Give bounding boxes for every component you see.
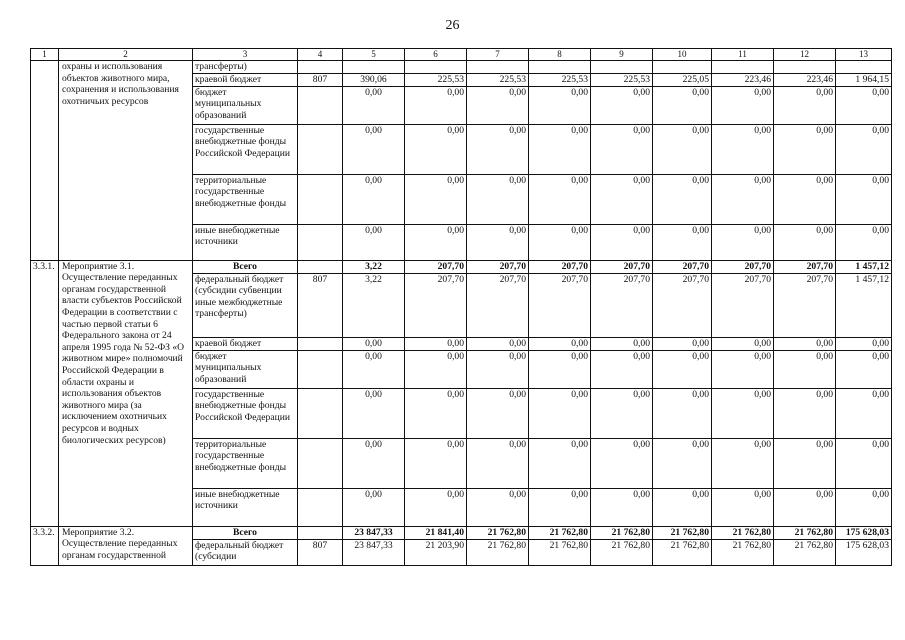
funding-source-cell: Всего bbox=[193, 260, 298, 273]
value-cell: 21 203,90 bbox=[405, 539, 467, 565]
value-cell: 21 762,80 bbox=[467, 526, 529, 539]
value-cell: 21 762,80 bbox=[591, 539, 653, 565]
item-title: Мероприятие 3.2. bbox=[62, 526, 135, 538]
funding-source-cell: территориальные государственные внебюджетные фонды bbox=[193, 438, 298, 488]
value-cell: 207,70 bbox=[467, 273, 529, 337]
column-header: 1 bbox=[31, 49, 59, 61]
value-cell: 0,00 bbox=[529, 86, 591, 124]
item-description: Осуществление переданных органам государственной власти субъектов Российской Федерации в соответствии с частью первой статьи 6 Федерального закона от 24 апреля 1995 года № 52-ФЗ «О животном мире» полномочий Российской Федерации в области охраны и использования объектов животного мира (за исключением охотничьих ресурсов и водных биологических ресурсов) bbox=[62, 272, 185, 446]
budget-code-cell bbox=[298, 526, 343, 539]
value-cell: 0,00 bbox=[712, 86, 774, 124]
funding-source-cell: государственные внебюджетные фонды Российской Федерации bbox=[193, 124, 298, 174]
value-cell: 21 762,80 bbox=[653, 526, 712, 539]
value-cell: 223,46 bbox=[774, 73, 836, 86]
value-cell: 0,00 bbox=[467, 438, 529, 488]
value-cell: 0,00 bbox=[653, 124, 712, 174]
value-cell: 0,00 bbox=[712, 124, 774, 174]
value-cell bbox=[836, 61, 892, 74]
value-cell bbox=[653, 61, 712, 74]
value-cell: 0,00 bbox=[343, 86, 405, 124]
value-cell: 0,00 bbox=[405, 86, 467, 124]
column-header: 5 bbox=[343, 49, 405, 61]
value-cell: 0,00 bbox=[712, 350, 774, 388]
value-cell: 0,00 bbox=[712, 224, 774, 260]
value-cell: 0,00 bbox=[529, 438, 591, 488]
value-cell: 0,00 bbox=[343, 337, 405, 350]
column-header: 13 bbox=[836, 49, 892, 61]
value-cell: 225,53 bbox=[467, 73, 529, 86]
budget-code-cell bbox=[298, 86, 343, 124]
funding-source-cell: иные внебюджетные источники bbox=[193, 224, 298, 260]
value-cell: 225,53 bbox=[591, 73, 653, 86]
item-description-cell bbox=[59, 526, 193, 565]
value-cell: 0,00 bbox=[774, 224, 836, 260]
value-cell: 0,00 bbox=[653, 488, 712, 526]
value-cell bbox=[343, 61, 405, 74]
budget-code-cell bbox=[298, 224, 343, 260]
value-cell: 207,70 bbox=[405, 260, 467, 273]
item-title: Мероприятие 3.1. bbox=[62, 260, 135, 272]
value-cell: 1 457,12 bbox=[836, 273, 892, 337]
value-cell: 0,00 bbox=[529, 488, 591, 526]
value-cell: 21 762,80 bbox=[529, 526, 591, 539]
value-cell: 207,70 bbox=[529, 260, 591, 273]
value-cell: 0,00 bbox=[529, 388, 591, 438]
funding-source-cell: территориальные государственные внебюджетные фонды bbox=[193, 174, 298, 224]
value-cell: 0,00 bbox=[591, 350, 653, 388]
value-cell: 0,00 bbox=[591, 124, 653, 174]
value-cell: 0,00 bbox=[712, 438, 774, 488]
value-cell: 0,00 bbox=[591, 174, 653, 224]
value-cell: 0,00 bbox=[529, 350, 591, 388]
value-cell: 0,00 bbox=[591, 438, 653, 488]
value-cell: 207,70 bbox=[774, 260, 836, 273]
value-cell: 0,00 bbox=[653, 438, 712, 488]
value-cell: 0,00 bbox=[774, 174, 836, 224]
budget-code-cell bbox=[298, 350, 343, 388]
funding-source-cell: государственные внебюджетные фонды Российской Федерации bbox=[193, 388, 298, 438]
value-cell: 0,00 bbox=[467, 224, 529, 260]
item-number-cell: 3.3.2. bbox=[31, 526, 59, 565]
value-cell: 0,00 bbox=[529, 224, 591, 260]
value-cell bbox=[405, 61, 467, 74]
column-header: 2 bbox=[59, 49, 193, 61]
value-cell: 0,00 bbox=[774, 488, 836, 526]
value-cell bbox=[591, 61, 653, 74]
value-cell: 0,00 bbox=[836, 337, 892, 350]
value-cell: 225,05 bbox=[653, 73, 712, 86]
value-cell: 0,00 bbox=[405, 350, 467, 388]
value-cell: 21 762,80 bbox=[653, 539, 712, 565]
column-header: 3 bbox=[193, 49, 298, 61]
table-row bbox=[31, 61, 892, 74]
funding-source-cell: федеральный бюджет (субсидии bbox=[193, 539, 298, 565]
value-cell: 0,00 bbox=[405, 388, 467, 438]
value-cell: 0,00 bbox=[774, 124, 836, 174]
value-cell: 21 762,80 bbox=[529, 539, 591, 565]
value-cell: 23 847,33 bbox=[343, 539, 405, 565]
item-description: охраны и использования объектов животного мира, сохранения и использования охотничьих ресурсов bbox=[62, 61, 179, 107]
column-number-row bbox=[31, 49, 892, 61]
value-cell: 223,46 bbox=[712, 73, 774, 86]
value-cell: 0,00 bbox=[653, 174, 712, 224]
value-cell: 0,00 bbox=[653, 350, 712, 388]
budget-code-cell: 807 bbox=[298, 273, 343, 337]
value-cell: 0,00 bbox=[343, 174, 405, 224]
value-cell: 0,00 bbox=[836, 388, 892, 438]
value-cell: 0,00 bbox=[836, 86, 892, 124]
value-cell: 207,70 bbox=[653, 260, 712, 273]
value-cell: 0,00 bbox=[343, 388, 405, 438]
value-cell: 0,00 bbox=[343, 124, 405, 174]
value-cell: 0,00 bbox=[467, 388, 529, 438]
value-cell: 0,00 bbox=[836, 488, 892, 526]
value-cell: 0,00 bbox=[774, 337, 836, 350]
item-number-cell: 3.3.1. bbox=[31, 260, 59, 526]
value-cell: 23 847,33 bbox=[343, 526, 405, 539]
item-description-cell bbox=[59, 260, 193, 526]
funding-source-cell: федеральный бюджет (субсидии субвенции иные межбюджетные трансферты) bbox=[193, 273, 298, 337]
value-cell bbox=[467, 61, 529, 74]
value-cell: 21 762,80 bbox=[774, 526, 836, 539]
value-cell: 0,00 bbox=[467, 488, 529, 526]
funding-source-cell: краевой бюджет bbox=[193, 73, 298, 86]
funding-source-cell: краевой бюджет bbox=[193, 337, 298, 350]
value-cell: 207,70 bbox=[653, 273, 712, 337]
value-cell: 0,00 bbox=[467, 86, 529, 124]
value-cell: 175 628,03 bbox=[836, 526, 892, 539]
value-cell: 0,00 bbox=[712, 388, 774, 438]
budget-code-cell bbox=[298, 174, 343, 224]
value-cell: 21 762,80 bbox=[774, 539, 836, 565]
value-cell: 0,00 bbox=[653, 337, 712, 350]
value-cell: 0,00 bbox=[836, 174, 892, 224]
value-cell: 3,22 bbox=[343, 273, 405, 337]
value-cell: 0,00 bbox=[591, 388, 653, 438]
value-cell: 0,00 bbox=[591, 86, 653, 124]
value-cell: 0,00 bbox=[467, 174, 529, 224]
column-header: 10 bbox=[653, 49, 712, 61]
item-number-cell bbox=[31, 61, 59, 261]
value-cell: 21 762,80 bbox=[712, 526, 774, 539]
value-cell bbox=[774, 61, 836, 74]
funding-source-cell: трансферты) bbox=[193, 61, 298, 74]
budget-code-cell bbox=[298, 388, 343, 438]
value-cell: 0,00 bbox=[774, 388, 836, 438]
budget-table bbox=[30, 48, 892, 566]
value-cell bbox=[712, 61, 774, 74]
funding-source-cell: иные внебюджетные источники bbox=[193, 488, 298, 526]
value-cell: 0,00 bbox=[467, 350, 529, 388]
budget-code-cell bbox=[298, 337, 343, 350]
funding-source-cell: бюджет муниципальных образований bbox=[193, 86, 298, 124]
value-cell: 0,00 bbox=[467, 124, 529, 174]
value-cell: 21 841,40 bbox=[405, 526, 467, 539]
value-cell: 0,00 bbox=[405, 337, 467, 350]
budget-code-cell bbox=[298, 438, 343, 488]
value-cell: 0,00 bbox=[529, 337, 591, 350]
value-cell: 3,22 bbox=[343, 260, 405, 273]
budget-code-cell: 807 bbox=[298, 539, 343, 565]
value-cell: 21 762,80 bbox=[712, 539, 774, 565]
column-header: 6 bbox=[405, 49, 467, 61]
budget-code-cell bbox=[298, 488, 343, 526]
value-cell: 0,00 bbox=[405, 224, 467, 260]
value-cell bbox=[529, 61, 591, 74]
value-cell: 207,70 bbox=[712, 260, 774, 273]
budget-code-cell bbox=[298, 124, 343, 174]
value-cell: 225,53 bbox=[529, 73, 591, 86]
value-cell: 0,00 bbox=[405, 124, 467, 174]
value-cell: 207,70 bbox=[712, 273, 774, 337]
value-cell: 0,00 bbox=[529, 124, 591, 174]
column-header: 7 bbox=[467, 49, 529, 61]
column-header: 9 bbox=[591, 49, 653, 61]
value-cell: 225,53 bbox=[405, 73, 467, 86]
value-cell: 0,00 bbox=[653, 86, 712, 124]
value-cell: 0,00 bbox=[591, 337, 653, 350]
value-cell: 0,00 bbox=[774, 86, 836, 124]
value-cell: 0,00 bbox=[712, 337, 774, 350]
value-cell: 0,00 bbox=[836, 438, 892, 488]
item-description-cell bbox=[59, 61, 193, 261]
budget-code-cell bbox=[298, 61, 343, 74]
value-cell: 0,00 bbox=[343, 224, 405, 260]
value-cell: 0,00 bbox=[774, 438, 836, 488]
table-body bbox=[31, 61, 892, 566]
value-cell: 0,00 bbox=[529, 174, 591, 224]
value-cell: 0,00 bbox=[591, 488, 653, 526]
value-cell: 0,00 bbox=[591, 224, 653, 260]
value-cell: 0,00 bbox=[774, 350, 836, 388]
value-cell: 0,00 bbox=[836, 350, 892, 388]
value-cell: 0,00 bbox=[836, 124, 892, 174]
value-cell: 0,00 bbox=[343, 350, 405, 388]
total-row bbox=[31, 526, 892, 539]
value-cell: 207,70 bbox=[591, 260, 653, 273]
funding-source-cell: бюджет муниципальных образований bbox=[193, 350, 298, 388]
value-cell: 0,00 bbox=[653, 388, 712, 438]
item-description: Осуществление переданных органам государственной bbox=[62, 538, 178, 561]
column-header: 11 bbox=[712, 49, 774, 61]
column-header: 8 bbox=[529, 49, 591, 61]
value-cell: 0,00 bbox=[712, 174, 774, 224]
value-cell: 207,70 bbox=[467, 260, 529, 273]
budget-code-cell: 807 bbox=[298, 73, 343, 86]
value-cell: 1 457,12 bbox=[836, 260, 892, 273]
value-cell: 0,00 bbox=[343, 488, 405, 526]
value-cell: 0,00 bbox=[405, 438, 467, 488]
value-cell: 0,00 bbox=[836, 224, 892, 260]
column-header: 4 bbox=[298, 49, 343, 61]
value-cell: 0,00 bbox=[653, 224, 712, 260]
funding-source-cell: Всего bbox=[193, 526, 298, 539]
value-cell: 0,00 bbox=[467, 337, 529, 350]
value-cell: 21 762,80 bbox=[467, 539, 529, 565]
value-cell: 175 628,03 bbox=[836, 539, 892, 565]
value-cell: 0,00 bbox=[712, 488, 774, 526]
value-cell: 21 762,80 bbox=[591, 526, 653, 539]
column-header: 12 bbox=[774, 49, 836, 61]
value-cell: 207,70 bbox=[591, 273, 653, 337]
value-cell: 390,06 bbox=[343, 73, 405, 86]
budget-code-cell bbox=[298, 260, 343, 273]
page-number: 26 bbox=[445, 18, 460, 33]
value-cell: 207,70 bbox=[405, 273, 467, 337]
value-cell: 0,00 bbox=[405, 174, 467, 224]
value-cell: 0,00 bbox=[405, 488, 467, 526]
value-cell: 0,00 bbox=[343, 438, 405, 488]
total-row bbox=[31, 260, 892, 273]
value-cell: 1 964,15 bbox=[836, 73, 892, 86]
value-cell: 207,70 bbox=[529, 273, 591, 337]
value-cell: 207,70 bbox=[774, 273, 836, 337]
